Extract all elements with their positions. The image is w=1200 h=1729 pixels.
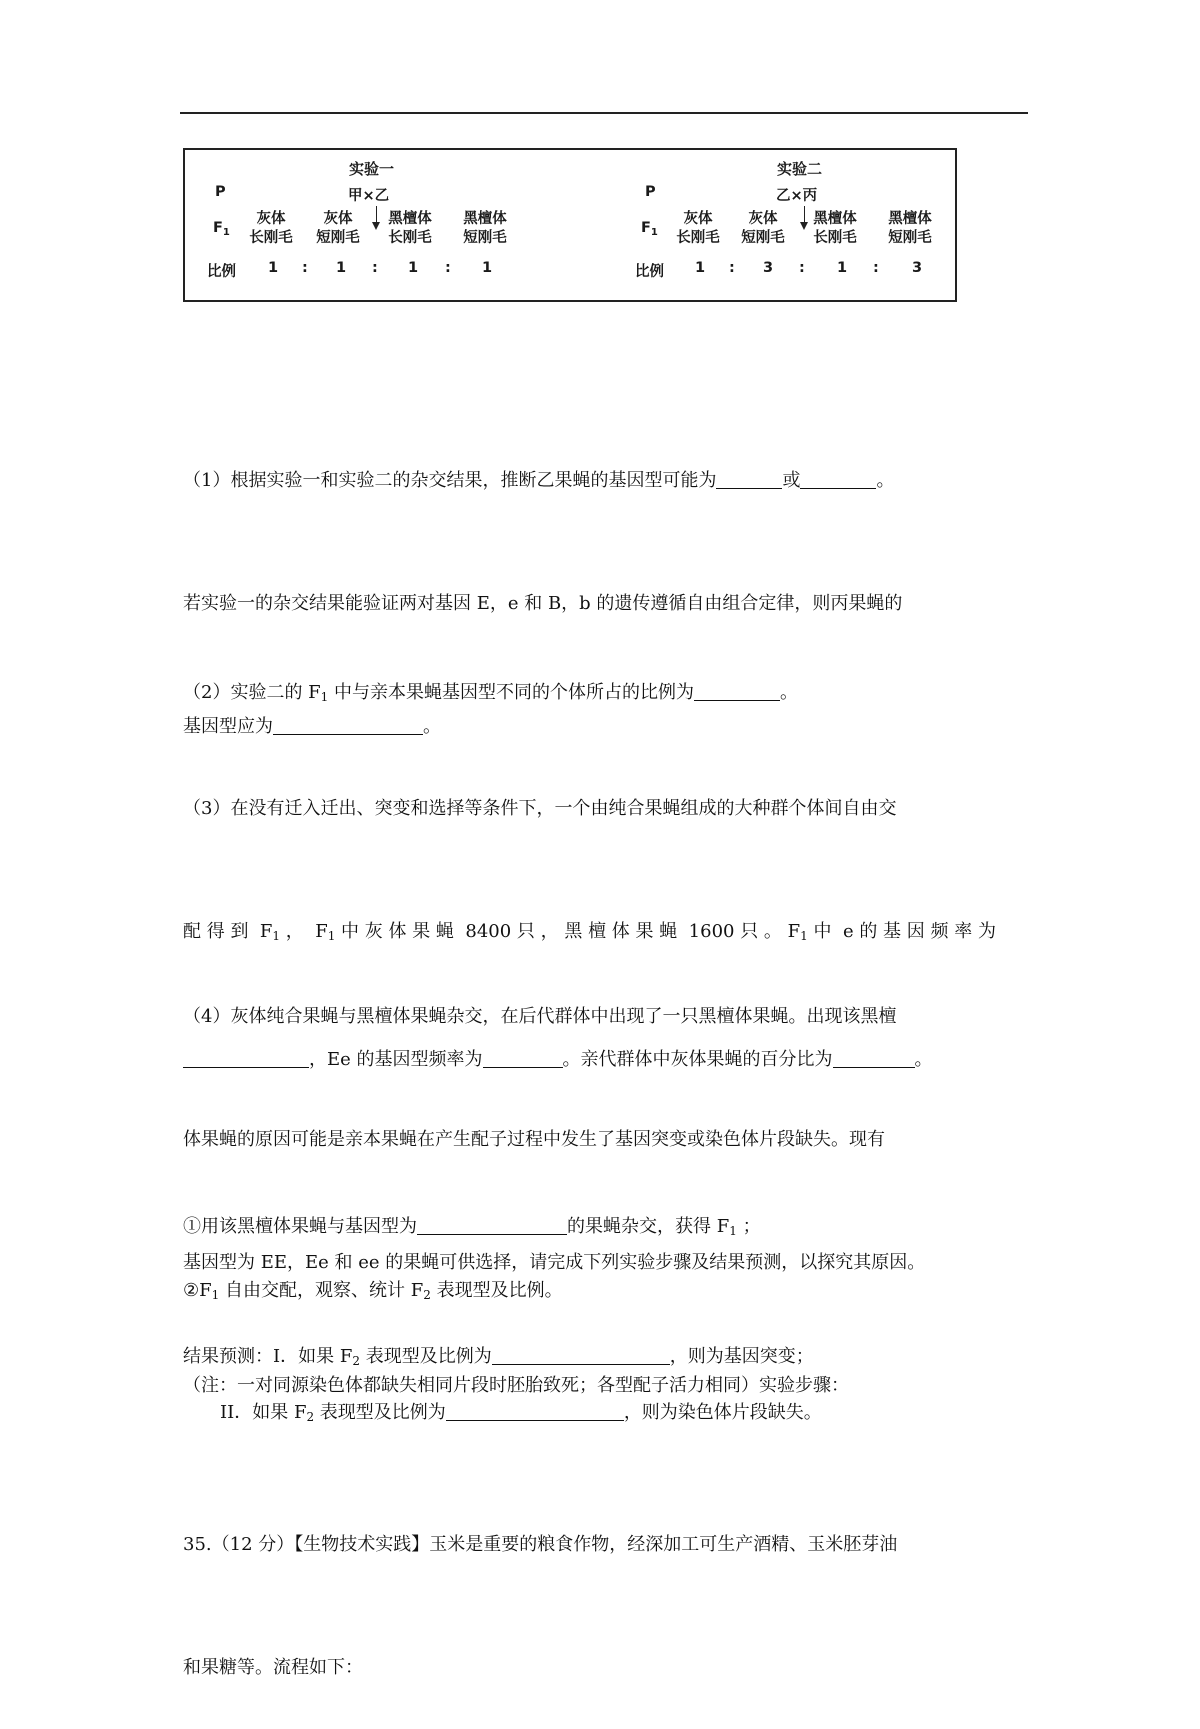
exp2-ratio-sep-3: : bbox=[873, 260, 879, 276]
q4-line-3: 基因型为 EE，Ee 和 ee 的果蝇可供选择，请完成下列实验步骤及结果预测，以探究其原因。 bbox=[183, 1252, 926, 1273]
q1-blank-1[interactable] bbox=[716, 470, 782, 489]
exp2-f1-label: $F_1$ bbox=[641, 220, 658, 238]
header-rule bbox=[180, 112, 1028, 114]
exp1-ratio-3: 1 bbox=[408, 260, 419, 276]
q2-line: （2）实验二的 $F_1$ 中与亲本果蝇基因型不同的个体所占的比例为 。 bbox=[183, 682, 799, 704]
q2-blank[interactable] bbox=[694, 682, 780, 701]
exp2-phenotype-3: 黑檀体 长刚毛 bbox=[813, 211, 857, 246]
exp1-p-label: P bbox=[215, 184, 226, 200]
exp1-phenotype-4: 黑檀体 短刚毛 bbox=[463, 211, 507, 246]
exp1-title: 实验一 bbox=[349, 160, 395, 178]
exp2-ratio-sep-1: : bbox=[729, 260, 735, 276]
exp1-ratio-4: 1 bbox=[482, 260, 493, 276]
q4-result-1: 结果预测：I．如果 $F_2$ 表现型及比例为 ，则为基因突变； bbox=[183, 1346, 814, 1368]
exp1-f1-label: $F_1$ bbox=[213, 220, 230, 238]
q4-step-2: $②F_1$ 自由交配，观察、统计 $F_2$ 表现型及比例。 bbox=[183, 1280, 563, 1302]
exp1-ratio-2: 1 bbox=[336, 260, 347, 276]
q3-line-2: 配 得 到 $F_1$ ， $F_1$ 中 灰 体 果 蝇 8400 只 ， 黑 檀 体 果 蝇 1600 只 。 $F_1$ 中 e 的 基 因 频 率 为 bbox=[183, 921, 996, 943]
q4-line-4: （注：一对同源染色体都缺失相同片段时胚胎致死；各型配子活力相同）实验步骤： bbox=[183, 1375, 849, 1396]
exp2-phenotype-1: 灰体 长刚毛 bbox=[676, 211, 720, 246]
exp2-ratio-1: 1 bbox=[695, 260, 706, 276]
exp2-ratio-3: 1 bbox=[837, 260, 848, 276]
exp1-ratio-sep-1: : bbox=[302, 260, 308, 276]
exp1-phenotype-2: 灰体 短刚毛 bbox=[316, 211, 360, 246]
q4-result-2: II．如果 $F_2$ 表现型及比例为 ，则为染色体片段缺失。 bbox=[220, 1402, 822, 1424]
question-35 bbox=[183, 1442, 1043, 1729]
q35-line-1: 35.（12 分）【生物技术实践】玉米是重要的粮食作物，经深加工可生产酒精、玉米胚芽油 bbox=[183, 1534, 898, 1555]
q1-line-3: 基因型应为 。 bbox=[183, 716, 441, 737]
exp2-title: 实验二 bbox=[777, 160, 823, 178]
exp1-ratio-1: 1 bbox=[268, 260, 279, 276]
exp2-ratio-sep-2: : bbox=[799, 260, 805, 276]
exp1-phenotype-1: 灰体 长刚毛 bbox=[249, 211, 293, 246]
exp1-ratio-sep-3: : bbox=[445, 260, 451, 276]
q3-line-3: ，Ee 的基因型频率为 。亲代群体中灰体果蝇的百分比为 。 bbox=[183, 1039, 1043, 1080]
q1-blank-2[interactable] bbox=[800, 470, 876, 489]
exp1-phenotype-3: 黑檀体 长刚毛 bbox=[388, 211, 432, 246]
cross-experiment-figure bbox=[183, 148, 957, 302]
q35-line-2: 和果糖等。流程如下： bbox=[183, 1657, 363, 1678]
exp2-p-label: P bbox=[645, 184, 656, 200]
exp1-ratio-label: 比例 bbox=[207, 264, 236, 280]
exp2-cross: 乙×丙 bbox=[776, 188, 818, 204]
exp2-phenotype-4: 黑檀体 短刚毛 bbox=[888, 211, 932, 246]
exp1-ratio-sep-2: : bbox=[372, 260, 378, 276]
q1-line-1: （1）根据实验一和实验二的杂交结果，推断乙果蝇的基因型可能为 或 。 bbox=[183, 470, 895, 491]
q1-line-2: 若实验一的杂交结果能验证两对基因 E，e 和 B，b 的遗传遵循自由组合定律，则丙果蝇的 bbox=[183, 593, 903, 614]
q4-blank-3[interactable] bbox=[446, 1402, 624, 1421]
q4-step-1: ①用该黑檀体果蝇与基因型为 的果蝇杂交，获得 $F_1$ ； bbox=[183, 1216, 761, 1238]
q4-line-2: 体果蝇的原因可能是亲本果蝇在产生配子过程中发生了基因突变或染色体片段缺失。现有 bbox=[183, 1129, 885, 1150]
exp2-phenotype-2: 灰体 短刚毛 bbox=[741, 211, 785, 246]
q3-line-1: （3）在没有迁入迁出、突变和选择等条件下，一个由纯合果蝇组成的大种群个体间自由交 bbox=[183, 798, 897, 819]
exp2-ratio-4: 3 bbox=[912, 260, 923, 276]
exp2-ratio-2: 3 bbox=[763, 260, 774, 276]
exp2-ratio-label: 比例 bbox=[635, 264, 664, 280]
q4-line-1: （4）灰体纯合果蝇与黑檀体果蝇杂交，在后代群体中出现了一只黑檀体果蝇。出现该黑檀 bbox=[183, 1006, 897, 1027]
exp1-cross: 甲×乙 bbox=[348, 188, 390, 204]
